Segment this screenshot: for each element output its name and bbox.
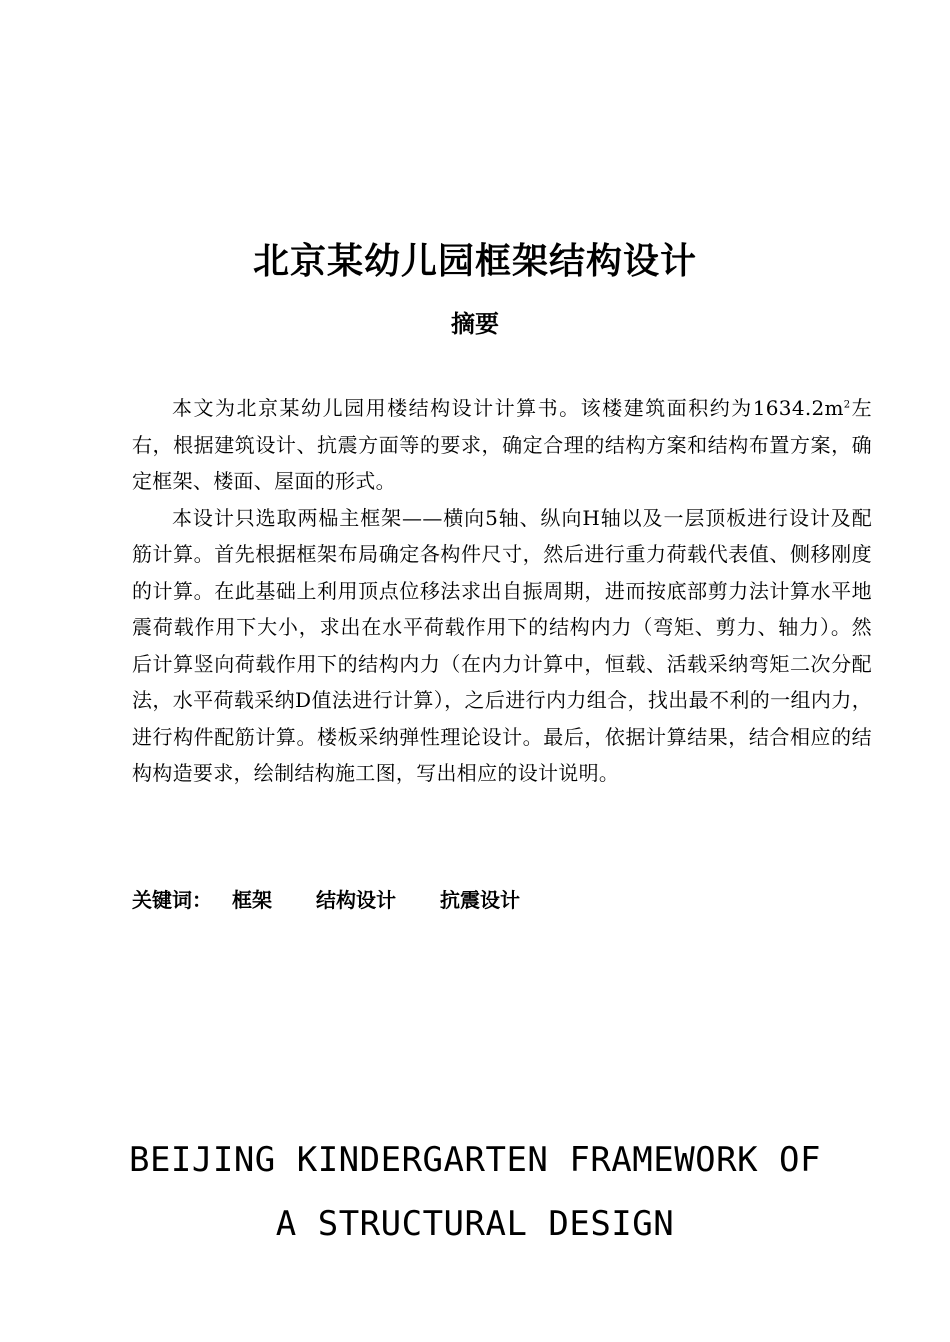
chinese-title: 北京某幼儿园框架结构设计 [252, 241, 697, 282]
abstract-p1-text: 本文为北京某幼儿园用楼结构设计计算书。该楼建筑面积约为1634.2m [172, 396, 844, 420]
english-title-line-1: BEIJING KINDERGARTEN FRAMEWORK OF [128, 1140, 821, 1180]
english-title [0, 1128, 950, 1256]
abstract-p1-text-cont: 左右，根据建筑设计、抗震方面等的要求，确定合理的结构方案和结构布置方案，确定框架、楼面、屋面的形式。 [132, 396, 872, 493]
keywords-label: 关键词： [132, 888, 212, 912]
abstract-paragraph-1 [132, 390, 872, 500]
keyword-item: 抗震设计 [440, 888, 520, 912]
english-title-line-2: A STRUCTURAL DESIGN [275, 1204, 675, 1244]
abstract-body [132, 390, 872, 792]
abstract-heading: 摘要 [451, 310, 499, 338]
keyword-item: 框架 [232, 888, 272, 912]
abstract-paragraph-2: 本设计只选取两榀主框架——横向5轴、纵向H轴以及一层顶板进行设计及配筋计算。首先根据框架布局确定各构件尺寸，然后进行重力荷载代表值、侧移刚度的计算。在此基础上利用顶点位移法求出自振周期，进而按底部剪力法计算水平地震荷载作用下大小，求出在水平荷载作用下的结构内力（弯矩、剪力、轴力）。然后计算竖向荷载作用下的结构内力（在内力计算中，恒载、活载采纳弯矩二次分配法，水平荷载采纳D值法进行计算），之后进行内力组合，找出最不利的一组内力，进行构件配筋计算。楼板采纳弹性理论设计。最后，依据计算结果，结合相应的结构构造要求，绘制结构施工图，写出相应的设计说明。 [132, 505, 872, 785]
keyword-item: 结构设计 [316, 888, 396, 912]
keywords-line [132, 884, 520, 916]
area-unit-superscript: 2 [843, 399, 851, 411]
